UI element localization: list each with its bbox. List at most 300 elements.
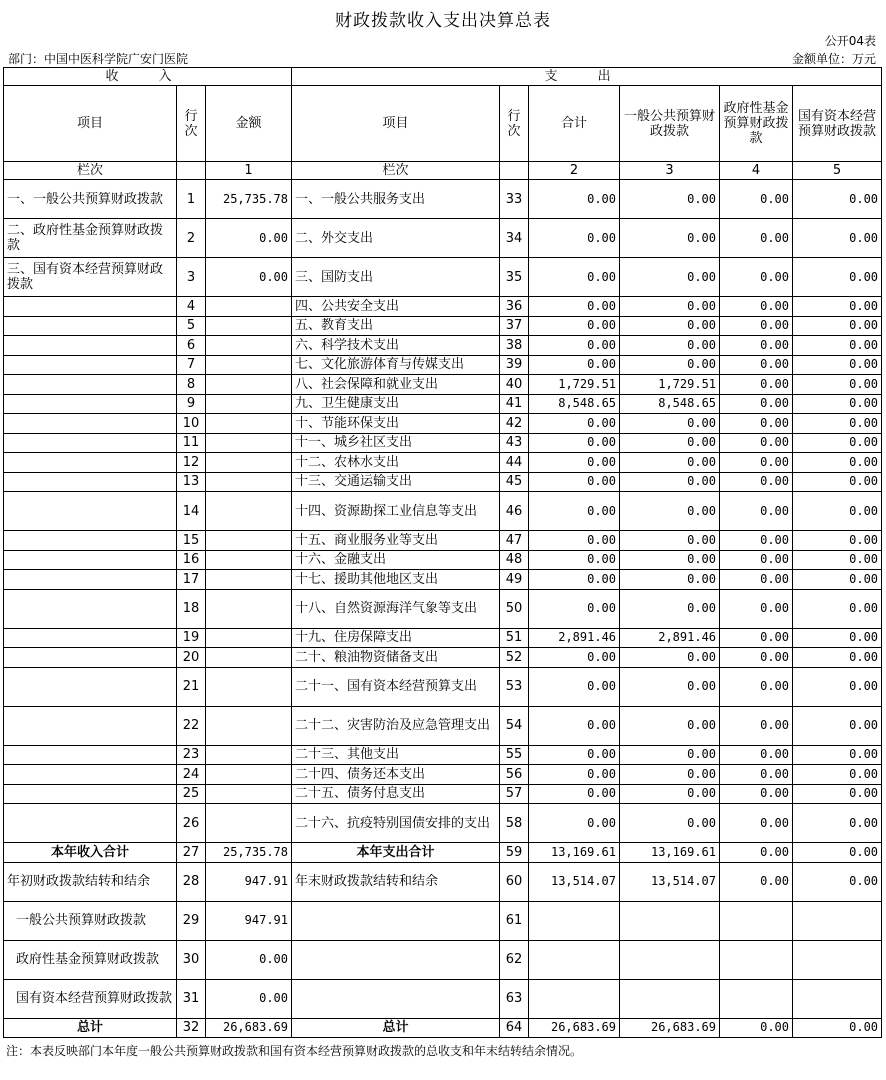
col-exp-item: 项目: [292, 86, 500, 162]
income-item-cell: 一、一般公共预算财政拨款: [4, 180, 177, 219]
income-amount-cell: 26,683.69: [206, 1018, 292, 1038]
expense-row-no-cell: 33: [500, 180, 529, 219]
income-amount-cell: [206, 667, 292, 706]
expense-state-cell: 0.00: [793, 628, 882, 648]
income-amount-cell: [206, 804, 292, 843]
income-row-no-cell: 16: [177, 550, 206, 570]
expense-general-cell: 0.00: [620, 589, 720, 628]
expense-total-cell: 2,891.46: [529, 628, 620, 648]
expense-total-cell: 0.00: [529, 648, 620, 668]
expense-fund-cell: 0.00: [720, 531, 793, 551]
expense-fund-cell: [720, 940, 793, 979]
income-item-cell: [4, 453, 177, 473]
expense-total-cell: 0.00: [529, 414, 620, 434]
income-row-no-cell: 3: [177, 258, 206, 297]
expense-state-cell: [793, 940, 882, 979]
expense-item-cell: 一、一般公共服务支出: [292, 180, 500, 219]
col-income-item: 项目: [4, 86, 177, 162]
expense-total-cell: 0.00: [529, 706, 620, 745]
expense-total-cell: 0.00: [529, 589, 620, 628]
expense-state-cell: 0.00: [793, 531, 882, 551]
expense-item-cell: 二十二、灾害防治及应急管理支出: [292, 706, 500, 745]
expense-fund-cell: 0.00: [720, 550, 793, 570]
income-item-cell: [4, 492, 177, 531]
expense-item-cell: 四、公共安全支出: [292, 297, 500, 317]
expense-row-no-cell: 56: [500, 765, 529, 785]
expense-general-cell: 0.00: [620, 531, 720, 551]
income-amount-cell: [206, 394, 292, 414]
expense-state-cell: 0.00: [793, 394, 882, 414]
expense-state-cell: 0.00: [793, 472, 882, 492]
table-row: [4, 355, 882, 375]
expense-row-no-cell: 51: [500, 628, 529, 648]
expense-state-cell: 0.00: [793, 550, 882, 570]
table-row: [4, 180, 882, 219]
table-row: [4, 219, 882, 258]
expense-item-cell: 二十一、国有资本经营预算支出: [292, 667, 500, 706]
expense-fund-cell: 0.00: [720, 453, 793, 473]
income-row-no-cell: 2: [177, 219, 206, 258]
expense-general-cell: 0.00: [620, 570, 720, 590]
expense-state-cell: 0.00: [793, 765, 882, 785]
income-item-cell: [4, 433, 177, 453]
expense-general-cell: 0.00: [620, 765, 720, 785]
expense-state-cell: [793, 901, 882, 940]
income-amount-cell: [206, 336, 292, 356]
expense-row-no-cell: 41: [500, 394, 529, 414]
expense-fund-cell: 0.00: [720, 648, 793, 668]
income-item-cell: [4, 706, 177, 745]
income-row-no-cell: 22: [177, 706, 206, 745]
expense-item-cell: 十四、资源勘探工业信息等支出: [292, 492, 500, 531]
expense-state-cell: 0.00: [793, 784, 882, 804]
expense-fund-cell: 0.00: [720, 394, 793, 414]
expense-item-cell: 十五、商业服务业等支出: [292, 531, 500, 551]
expense-total-cell: 0.00: [529, 531, 620, 551]
expense-general-cell: 0.00: [620, 706, 720, 745]
expense-item-cell: 九、卫生健康支出: [292, 394, 500, 414]
expense-row-no-cell: 57: [500, 784, 529, 804]
expense-total-cell: 0.00: [529, 804, 620, 843]
expense-general-cell: 0.00: [620, 219, 720, 258]
expense-general-cell: 13,169.61: [620, 843, 720, 863]
expense-fund-cell: 0.00: [720, 784, 793, 804]
expense-general-cell: [620, 901, 720, 940]
expense-state-cell: 0.00: [793, 745, 882, 765]
expense-general-cell: 0.00: [620, 472, 720, 492]
expense-row-no-cell: 61: [500, 901, 529, 940]
expense-item-cell: 十、节能环保支出: [292, 414, 500, 434]
expense-total-cell: 0.00: [529, 433, 620, 453]
table-row: [4, 433, 882, 453]
income-amount-cell: [206, 628, 292, 648]
expense-fund-cell: 0.00: [720, 745, 793, 765]
expense-fund-cell: [720, 901, 793, 940]
income-item-cell: [4, 570, 177, 590]
expense-state-cell: 0.00: [793, 843, 882, 863]
income-row-no-cell: 14: [177, 492, 206, 531]
expense-row-no-cell: 36: [500, 297, 529, 317]
expense-item-cell: [292, 940, 500, 979]
expense-row-no-cell: 64: [500, 1018, 529, 1038]
expense-row-no-cell: 49: [500, 570, 529, 590]
expense-fund-cell: 0.00: [720, 180, 793, 219]
col-income-row: 行次: [177, 86, 206, 162]
expense-state-cell: 0.00: [793, 414, 882, 434]
expense-general-cell: 0.00: [620, 667, 720, 706]
income-row-no-cell: 28: [177, 862, 206, 901]
col-index-blank: [177, 162, 206, 180]
expense-fund-cell: 0.00: [720, 492, 793, 531]
col-exp-row: 行次: [500, 86, 529, 162]
expense-total-cell: 0.00: [529, 180, 620, 219]
col-index-5: 5: [793, 162, 882, 180]
table-row: [4, 472, 882, 492]
expense-general-cell: 0.00: [620, 258, 720, 297]
expense-fund-cell: 0.00: [720, 1018, 793, 1038]
expense-general-cell: 0.00: [620, 745, 720, 765]
expense-state-cell: 0.00: [793, 804, 882, 843]
income-amount-cell: [206, 550, 292, 570]
expense-general-cell: 0.00: [620, 297, 720, 317]
income-amount-cell: [206, 297, 292, 317]
expense-row-no-cell: 60: [500, 862, 529, 901]
footnote: 注：本表反映部门本年度一般公共预算财政拨款和国有资本经营预算财政拨款的总收支和年末结转结余情况。: [6, 1044, 583, 1058]
table-row: [4, 843, 882, 863]
expense-total-cell: 0.00: [529, 453, 620, 473]
income-amount-cell: [206, 316, 292, 336]
income-row-no-cell: 8: [177, 375, 206, 395]
expense-state-cell: 0.00: [793, 1018, 882, 1038]
col-index-label-left: 栏次: [4, 162, 177, 180]
expense-item-cell: 二十五、债务付息支出: [292, 784, 500, 804]
income-row-no-cell: 32: [177, 1018, 206, 1038]
expense-state-cell: 0.00: [793, 219, 882, 258]
table-row: [4, 550, 882, 570]
expense-general-cell: 0.00: [620, 550, 720, 570]
col-exp-total: 合计: [529, 86, 620, 162]
income-item-cell: [4, 784, 177, 804]
income-amount-cell: [206, 589, 292, 628]
table-row: [4, 745, 882, 765]
expense-section-header: 支 出: [292, 68, 882, 86]
income-item-cell: [4, 414, 177, 434]
income-row-no-cell: 19: [177, 628, 206, 648]
table-row: [4, 1018, 882, 1038]
income-row-no-cell: 20: [177, 648, 206, 668]
income-item-cell: [4, 336, 177, 356]
col-index-4: 4: [720, 162, 793, 180]
table-row: [4, 804, 882, 843]
expense-fund-cell: 0.00: [720, 667, 793, 706]
col-exp-fund: 政府性基金预算财政拨款: [720, 86, 793, 162]
expense-item-cell: 二十四、债务还本支出: [292, 765, 500, 785]
expense-state-cell: 0.00: [793, 180, 882, 219]
income-amount-cell: [206, 453, 292, 473]
expense-state-cell: 0.00: [793, 336, 882, 356]
expense-row-no-cell: 48: [500, 550, 529, 570]
expense-fund-cell: 0.00: [720, 706, 793, 745]
income-row-no-cell: 12: [177, 453, 206, 473]
income-section-header: 收 入: [4, 68, 292, 86]
expense-fund-cell: 0.00: [720, 297, 793, 317]
expense-row-no-cell: 43: [500, 433, 529, 453]
income-amount-cell: [206, 414, 292, 434]
income-row-no-cell: 26: [177, 804, 206, 843]
expense-row-no-cell: 46: [500, 492, 529, 531]
income-item-cell: [4, 804, 177, 843]
expense-total-cell: 0.00: [529, 745, 620, 765]
expense-total-cell: 13,169.61: [529, 843, 620, 863]
income-amount-cell: [206, 784, 292, 804]
table-row: [4, 316, 882, 336]
expense-fund-cell: 0.00: [720, 375, 793, 395]
expense-state-cell: 0.00: [793, 316, 882, 336]
expense-total-cell: 0.00: [529, 784, 620, 804]
expense-state-cell: 0.00: [793, 258, 882, 297]
income-row-no-cell: 7: [177, 355, 206, 375]
income-amount-cell: 25,735.78: [206, 180, 292, 219]
expense-item-cell: 十八、自然资源海洋气象等支出: [292, 589, 500, 628]
expense-total-cell: 0.00: [529, 219, 620, 258]
income-amount-cell: 947.91: [206, 862, 292, 901]
income-row-no-cell: 4: [177, 297, 206, 317]
expense-total-cell: 0.00: [529, 765, 620, 785]
expense-fund-cell: 0.00: [720, 862, 793, 901]
expense-general-cell: [620, 979, 720, 1018]
page-title: 财政拨款收入支出决算总表: [335, 11, 551, 31]
expense-item-cell: 总计: [292, 1018, 500, 1038]
table-row: [4, 570, 882, 590]
expense-state-cell: 0.00: [793, 375, 882, 395]
income-row-no-cell: 21: [177, 667, 206, 706]
col-index-2: 2: [529, 162, 620, 180]
table-row: [4, 706, 882, 745]
expense-item-cell: 二十三、其他支出: [292, 745, 500, 765]
expense-row-no-cell: 54: [500, 706, 529, 745]
expense-general-cell: 13,514.07: [620, 862, 720, 901]
table-row: [4, 589, 882, 628]
expense-item-cell: 年末财政拨款结转和结余: [292, 862, 500, 901]
income-item-cell: [4, 589, 177, 628]
income-row-no-cell: 6: [177, 336, 206, 356]
expense-state-cell: 0.00: [793, 433, 882, 453]
expense-general-cell: 0.00: [620, 453, 720, 473]
table-row: [4, 648, 882, 668]
expense-state-cell: 0.00: [793, 492, 882, 531]
income-row-no-cell: 27: [177, 843, 206, 863]
expense-item-cell: 三、国防支出: [292, 258, 500, 297]
expense-row-no-cell: 55: [500, 745, 529, 765]
expense-item-cell: 十七、援助其他地区支出: [292, 570, 500, 590]
expense-row-no-cell: 37: [500, 316, 529, 336]
expense-total-cell: 13,514.07: [529, 862, 620, 901]
expense-fund-cell: 0.00: [720, 336, 793, 356]
table-row: [4, 414, 882, 434]
expense-item-cell: 七、文化旅游体育与传媒支出: [292, 355, 500, 375]
income-row-no-cell: 23: [177, 745, 206, 765]
income-item-cell: [4, 550, 177, 570]
income-amount-cell: 0.00: [206, 219, 292, 258]
table-row: [4, 628, 882, 648]
income-amount-cell: [206, 745, 292, 765]
income-amount-cell: [206, 765, 292, 785]
expense-total-cell: 8,548.65: [529, 394, 620, 414]
expense-item-cell: 十九、住房保障支出: [292, 628, 500, 648]
expense-item-cell: [292, 901, 500, 940]
table-row: [4, 862, 882, 901]
income-row-no-cell: 1: [177, 180, 206, 219]
income-item-cell: 本年收入合计: [4, 843, 177, 863]
table-row: [4, 667, 882, 706]
expense-total-cell: 0.00: [529, 667, 620, 706]
expense-general-cell: 0.00: [620, 316, 720, 336]
budget-table: [3, 67, 882, 1038]
expense-item-cell: 十一、城乡社区支出: [292, 433, 500, 453]
expense-state-cell: 0.00: [793, 297, 882, 317]
table-row: [4, 901, 882, 940]
col-index-label-right: 栏次: [292, 162, 500, 180]
income-item-cell: [4, 297, 177, 317]
expense-general-cell: 0.00: [620, 804, 720, 843]
expense-state-cell: 0.00: [793, 667, 882, 706]
income-row-no-cell: 30: [177, 940, 206, 979]
expense-row-no-cell: 52: [500, 648, 529, 668]
income-row-no-cell: 29: [177, 901, 206, 940]
expense-fund-cell: 0.00: [720, 628, 793, 648]
income-row-no-cell: 31: [177, 979, 206, 1018]
expense-row-no-cell: 34: [500, 219, 529, 258]
expense-item-cell: 本年支出合计: [292, 843, 500, 863]
income-amount-cell: [206, 433, 292, 453]
col-exp-state: 国有资本经营预算财政拨款: [793, 86, 882, 162]
expense-fund-cell: 0.00: [720, 765, 793, 785]
expense-total-cell: 0.00: [529, 550, 620, 570]
income-row-no-cell: 13: [177, 472, 206, 492]
expense-general-cell: [620, 940, 720, 979]
income-item-cell: [4, 472, 177, 492]
expense-item-cell: 十三、交通运输支出: [292, 472, 500, 492]
expense-fund-cell: 0.00: [720, 258, 793, 297]
expense-fund-cell: 0.00: [720, 316, 793, 336]
expense-row-no-cell: 59: [500, 843, 529, 863]
table-row: [4, 940, 882, 979]
expense-total-cell: 0.00: [529, 297, 620, 317]
table-row: [4, 375, 882, 395]
department-label: 部门：中国中医科学院广安门医院: [8, 52, 189, 66]
table-row: [4, 336, 882, 356]
expense-state-cell: 0.00: [793, 648, 882, 668]
income-item-cell: [4, 375, 177, 395]
expense-state-cell: 0.00: [793, 570, 882, 590]
table-row: [4, 784, 882, 804]
expense-row-no-cell: 47: [500, 531, 529, 551]
expense-row-no-cell: 35: [500, 258, 529, 297]
expense-item-cell: 五、教育支出: [292, 316, 500, 336]
expense-total-cell: 26,683.69: [529, 1018, 620, 1038]
expense-row-no-cell: 50: [500, 589, 529, 628]
expense-row-no-cell: 45: [500, 472, 529, 492]
expense-item-cell: 十二、农林水支出: [292, 453, 500, 473]
col-exp-general: 一般公共预算财政拨款: [620, 86, 720, 162]
income-item-cell: 二、政府性基金预算财政拨款: [4, 219, 177, 258]
expense-fund-cell: 0.00: [720, 414, 793, 434]
income-amount-cell: [206, 472, 292, 492]
expense-total-cell: 0.00: [529, 336, 620, 356]
income-row-no-cell: 25: [177, 784, 206, 804]
expense-fund-cell: 0.00: [720, 589, 793, 628]
income-amount-cell: 947.91: [206, 901, 292, 940]
expense-general-cell: 0.00: [620, 492, 720, 531]
income-item-cell: 总计: [4, 1018, 177, 1038]
expense-total-cell: [529, 940, 620, 979]
expense-general-cell: 1,729.51: [620, 375, 720, 395]
expense-general-cell: 0.00: [620, 355, 720, 375]
income-row-no-cell: 17: [177, 570, 206, 590]
income-amount-cell: 0.00: [206, 940, 292, 979]
income-item-cell: 一般公共预算财政拨款: [4, 901, 177, 940]
expense-state-cell: 0.00: [793, 862, 882, 901]
income-item-cell: [4, 667, 177, 706]
expense-general-cell: 0.00: [620, 336, 720, 356]
expense-row-no-cell: 42: [500, 414, 529, 434]
expense-general-cell: 8,548.65: [620, 394, 720, 414]
table-row: [4, 492, 882, 531]
income-item-cell: 政府性基金预算财政拨款: [4, 940, 177, 979]
expense-item-cell: 二、外交支出: [292, 219, 500, 258]
expense-state-cell: 0.00: [793, 355, 882, 375]
expense-fund-cell: [720, 979, 793, 1018]
income-amount-cell: [206, 531, 292, 551]
unit-label: 金额单位：万元: [791, 52, 876, 66]
expense-total-cell: [529, 901, 620, 940]
expense-general-cell: 0.00: [620, 414, 720, 434]
income-amount-cell: [206, 492, 292, 531]
expense-fund-cell: 0.00: [720, 472, 793, 492]
income-row-no-cell: 18: [177, 589, 206, 628]
col-index-1: 1: [206, 162, 292, 180]
income-amount-cell: [206, 355, 292, 375]
expense-fund-cell: 0.00: [720, 219, 793, 258]
income-item-cell: [4, 316, 177, 336]
income-item-cell: [4, 355, 177, 375]
table-row: [4, 297, 882, 317]
expense-item-cell: 十六、金融支出: [292, 550, 500, 570]
expense-row-no-cell: 40: [500, 375, 529, 395]
expense-state-cell: 0.00: [793, 589, 882, 628]
income-row-no-cell: 11: [177, 433, 206, 453]
income-item-cell: 年初财政拨款结转和结余: [4, 862, 177, 901]
expense-general-cell: 0.00: [620, 433, 720, 453]
income-item-cell: [4, 628, 177, 648]
expense-general-cell: 26,683.69: [620, 1018, 720, 1038]
table-row: [4, 765, 882, 785]
expense-total-cell: 0.00: [529, 355, 620, 375]
expense-row-no-cell: 62: [500, 940, 529, 979]
col-index-blank: [500, 162, 529, 180]
expense-total-cell: [529, 979, 620, 1018]
income-amount-cell: [206, 375, 292, 395]
income-item-cell: [4, 394, 177, 414]
expense-row-no-cell: 38: [500, 336, 529, 356]
expense-total-cell: 0.00: [529, 472, 620, 492]
income-amount-cell: [206, 570, 292, 590]
income-amount-cell: 25,735.78: [206, 843, 292, 863]
expense-general-cell: 2,891.46: [620, 628, 720, 648]
expense-item-cell: 八、社会保障和就业支出: [292, 375, 500, 395]
expense-total-cell: 0.00: [529, 492, 620, 531]
income-amount-cell: [206, 648, 292, 668]
